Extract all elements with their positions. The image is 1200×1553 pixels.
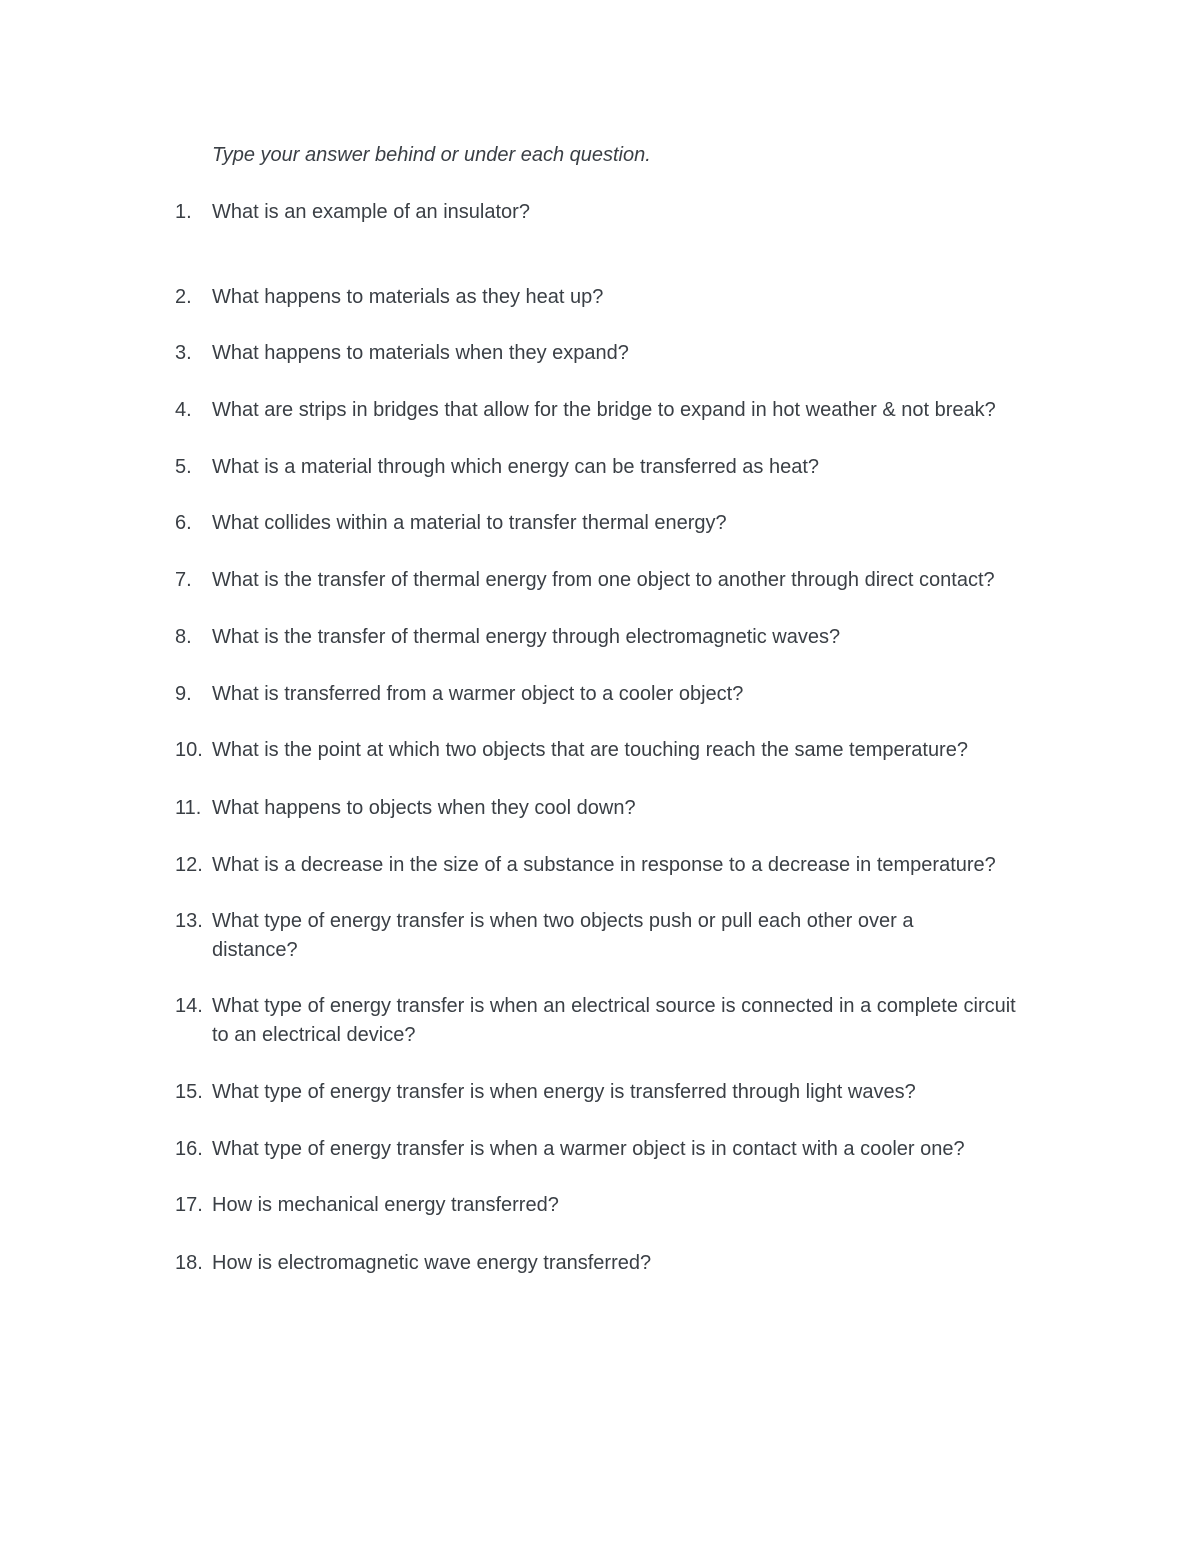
question-number: 12. bbox=[175, 854, 203, 876]
question-number: 17. bbox=[175, 1194, 203, 1216]
question-text: How is mechanical energy transferred? bbox=[212, 1194, 559, 1216]
question-text: What is a decrease in the size of a substance in response to a decrease in temperature? bbox=[212, 854, 996, 876]
question-number: 10. bbox=[175, 739, 203, 761]
question-text: What type of energy transfer is when two objects push or pull each other over a distance? bbox=[212, 910, 914, 961]
question-text: What happens to objects when they cool down? bbox=[212, 797, 636, 819]
question-text: What type of energy transfer is when energy is transferred through light waves? bbox=[212, 1081, 916, 1103]
question-number: 5. bbox=[175, 456, 192, 478]
question-number: 3. bbox=[175, 342, 192, 364]
question-text: What happens to materials when they expand? bbox=[212, 342, 629, 364]
question-text: What is the point at which two objects that are touching reach the same temperature? bbox=[212, 739, 968, 761]
question-number: 9. bbox=[175, 683, 192, 705]
question-text: What collides within a material to transfer thermal energy? bbox=[212, 512, 727, 534]
question-number: 1. bbox=[175, 201, 192, 223]
question-number: 14. bbox=[175, 995, 203, 1017]
question-text: What happens to materials as they heat up? bbox=[212, 286, 604, 308]
question-text: What is a material through which energy can be transferred as heat? bbox=[212, 456, 819, 478]
question-text: What type of energy transfer is when a warmer object is in contact with a cooler one? bbox=[212, 1138, 965, 1160]
question-text: What type of energy transfer is when an electrical source is connected in a complete circuit to an electrical device? bbox=[212, 995, 1016, 1046]
question-number: 2. bbox=[175, 286, 192, 308]
question-number: 8. bbox=[175, 626, 192, 648]
question-text: How is electromagnetic wave energy transferred? bbox=[212, 1252, 652, 1274]
question-text: What is the transfer of thermal energy through electromagnetic waves? bbox=[212, 626, 841, 648]
question-number: 18. bbox=[175, 1252, 203, 1274]
question-number: 11. bbox=[175, 797, 202, 819]
question-number: 13. bbox=[175, 910, 203, 932]
question-number: 15. bbox=[175, 1081, 203, 1103]
question-text: What are strips in bridges that allow for the bridge to expand in hot weather & not break? bbox=[212, 399, 996, 421]
instruction-text: Type your answer behind or under each question. bbox=[212, 144, 651, 166]
question-number: 6. bbox=[175, 512, 192, 534]
question-text: What is an example of an insulator? bbox=[212, 201, 530, 223]
question-text: What is the transfer of thermal energy from one object to another through direct contact? bbox=[212, 569, 995, 591]
question-number: 7. bbox=[175, 569, 192, 591]
question-number: 4. bbox=[175, 399, 192, 421]
question-number: 16. bbox=[175, 1138, 203, 1160]
question-text: What is transferred from a warmer object to a cooler object? bbox=[212, 683, 744, 705]
